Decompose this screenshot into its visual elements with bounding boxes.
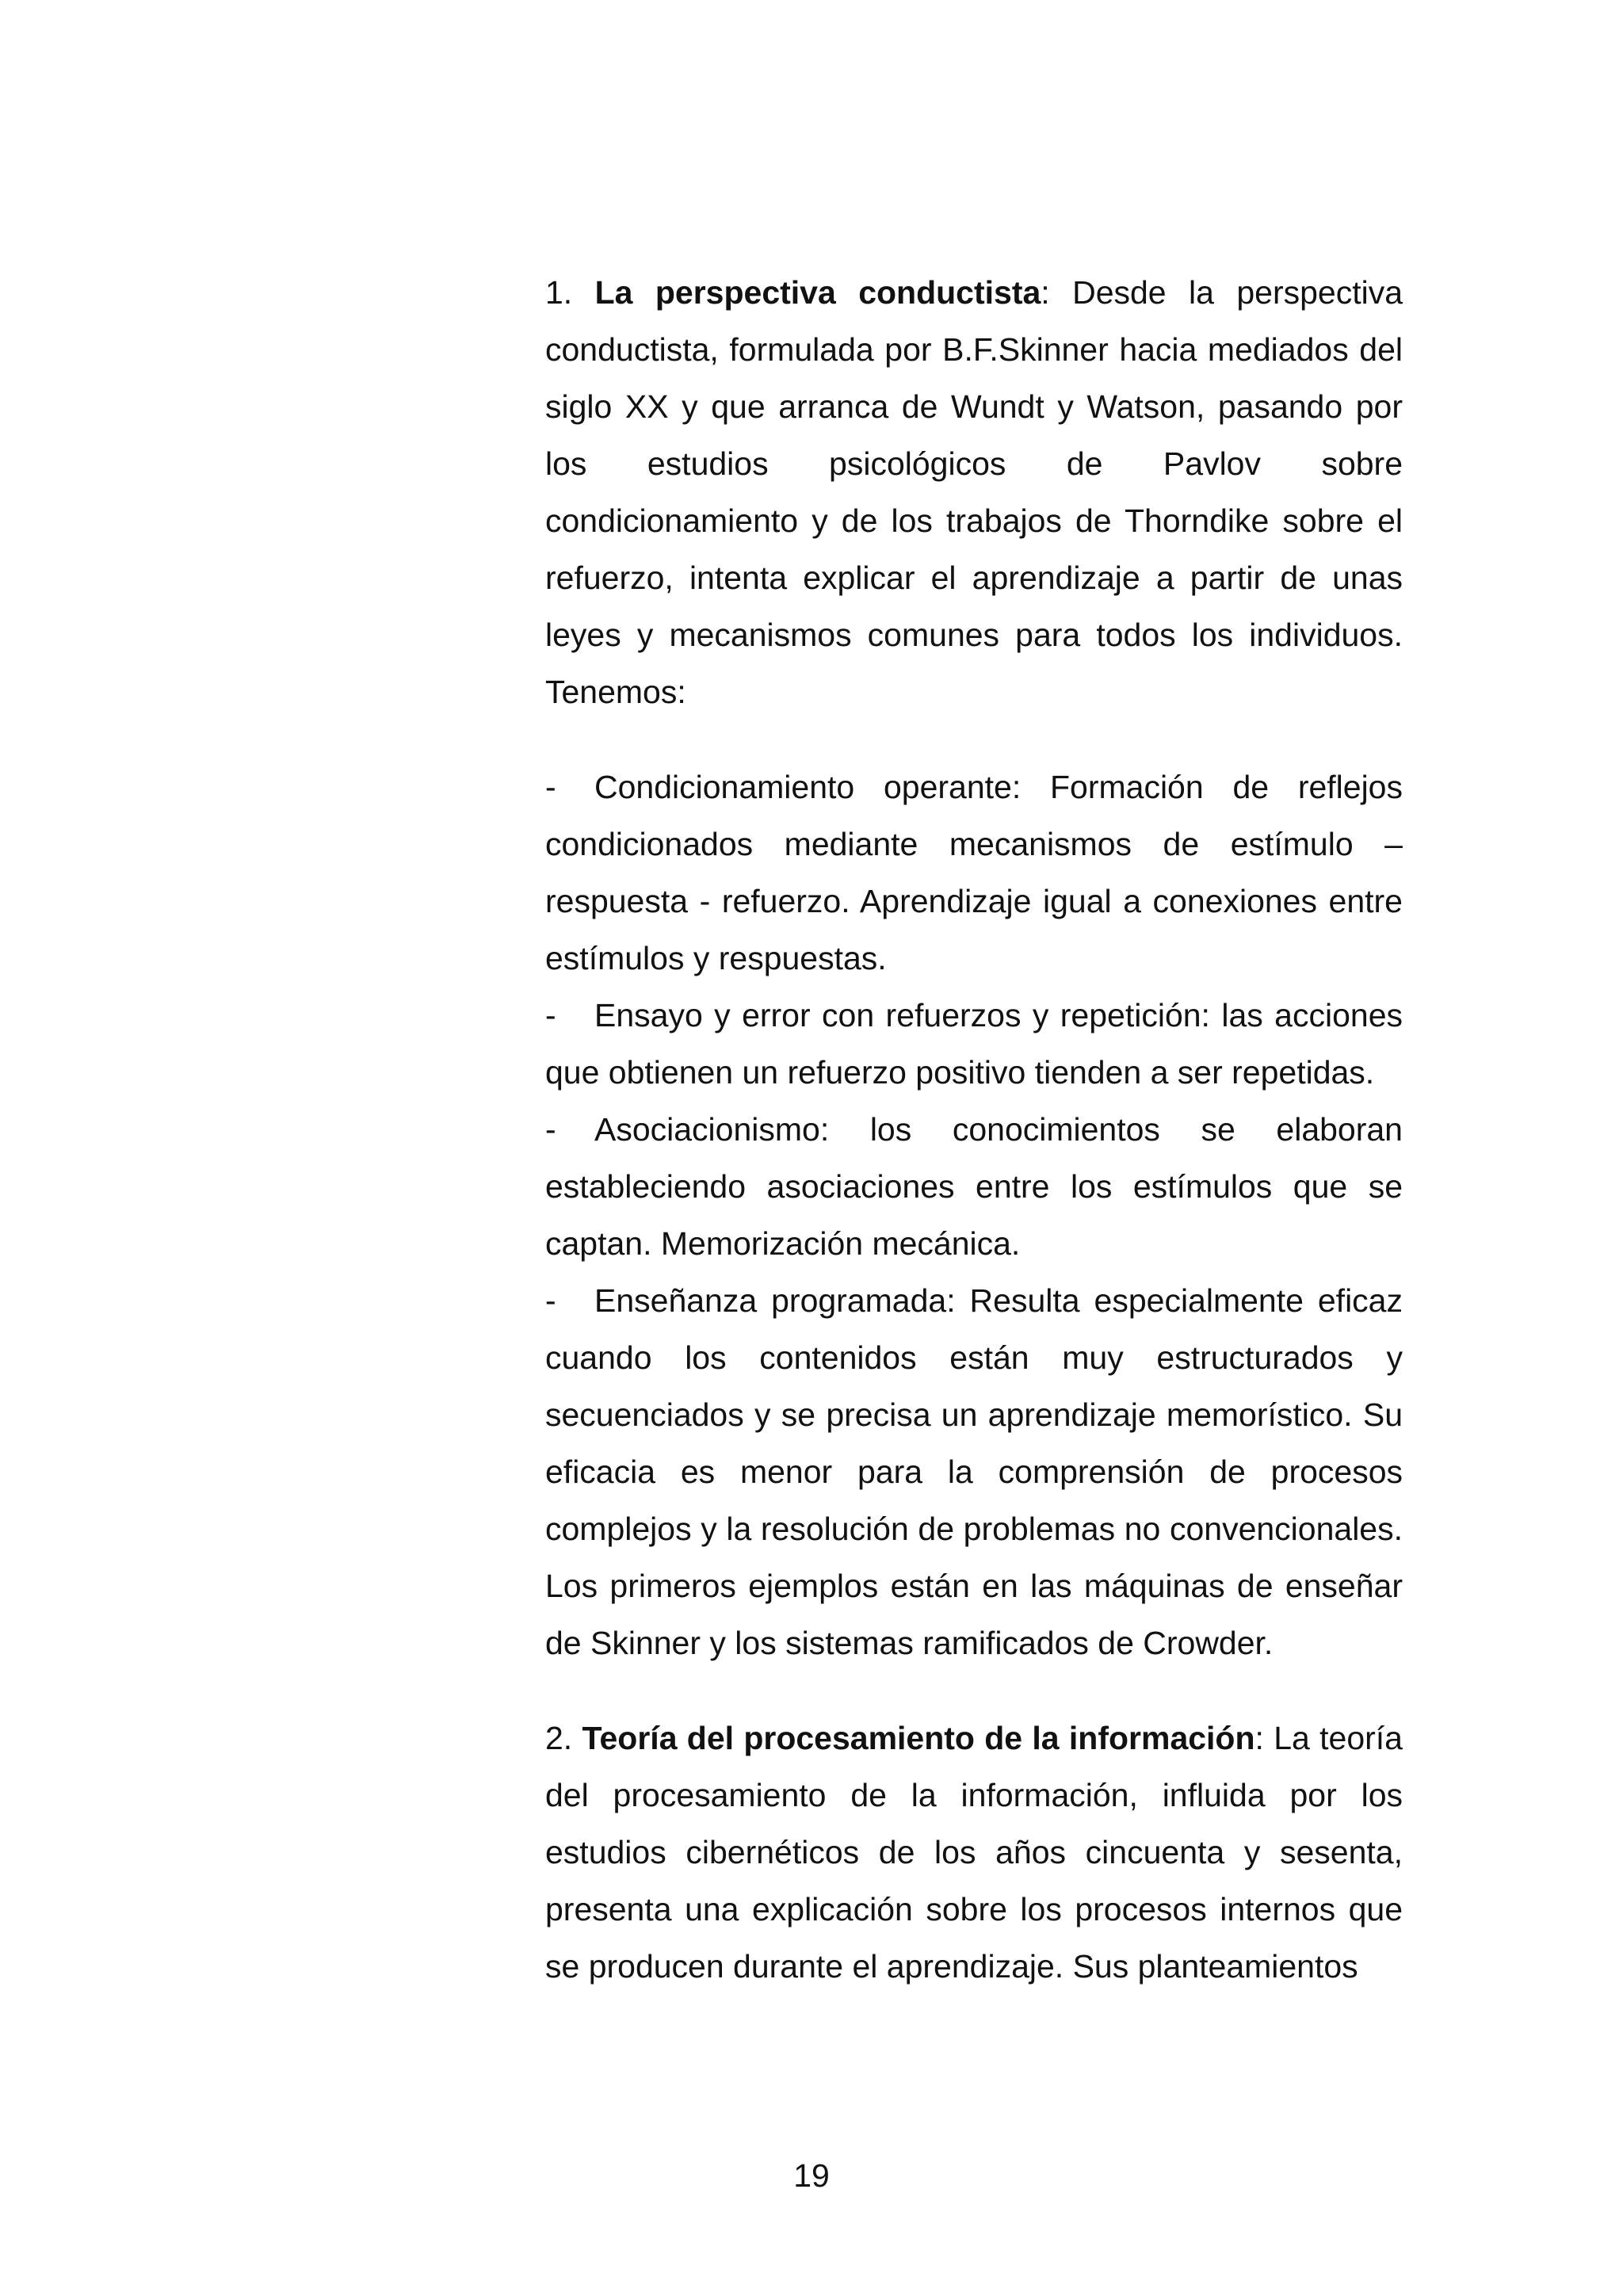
section-2-colon: :: [1254, 1720, 1264, 1756]
bullet-text: Ensayo y error con refuerzos y repetición: las acciones que obtienen un refuerzo positivo tienden a ser repetidas.: [545, 997, 1403, 1091]
page-body: [545, 264, 1403, 1995]
bullet-text: Condicionamiento operante: Formación de reflejos condicionados mediante mecanismos de estímulo – respuesta - refuerzo. Aprendizaje igual a conexiones entre estímulos y respuestas.: [545, 769, 1403, 976]
bullet-text: Enseñanza programada: Resulta especialmente eficaz cuando los contenidos están muy estructurados y secuenciados y se precisa un aprendizaje memorístico. Su eficacia es menor para la comprensión de procesos complejos y la resolución de problemas no convencionales. Los primeros ejemplos están en las máquinas de enseñar de Skinner y los sistemas ramificados de Crowder.: [545, 1282, 1403, 1661]
list-item: [545, 1272, 1403, 1671]
section-1-text: Desde la perspectiva conductista, formulada por B.F.Skinner hacia mediados del siglo XX y que arranca de Wundt y Watson, pasando por los estudios psicológicos de Pavlov sobre condicionamiento y de los trabajos de Thorndike sobre el refuerzo, intenta explicar el aprendizaje a partir de unas leyes y mecanismos comunes para todos los individuos. Tenemos:: [545, 274, 1403, 710]
list-item: [545, 1101, 1403, 1272]
bullet-text: Asociacionismo: los conocimientos se elaboran estableciendo asociaciones entre los estímulos que se captan. Memorización mecánica.: [545, 1111, 1403, 1262]
bullet-dash: -: [545, 1111, 556, 1148]
section-2-paragraph: [545, 1710, 1403, 1995]
section-2-heading: Teoría del procesamiento de la información: [582, 1720, 1255, 1756]
section-1-paragraph: [545, 264, 1403, 720]
list-item: [545, 758, 1403, 987]
section-1-number: 1.: [545, 274, 573, 311]
section-2-number: 2.: [545, 1720, 573, 1756]
bullet-dash: -: [545, 1282, 556, 1319]
section-1-colon: :: [1041, 274, 1050, 311]
section-1-heading: La perspectiva conductista: [594, 274, 1041, 311]
bullet-dash: -: [545, 769, 556, 805]
bullet-dash: -: [545, 997, 556, 1033]
page-number: 19: [793, 2157, 830, 2194]
bullet-list: [545, 758, 1403, 1671]
list-item: [545, 987, 1403, 1101]
section-2-text: La teoría del procesamiento de la información, influida por los estudios cibernéticos de los años cincuenta y sesenta, presenta una explicación sobre los procesos internos que se producen durante el aprendizaje. Sus planteamientos: [545, 1720, 1403, 1985]
